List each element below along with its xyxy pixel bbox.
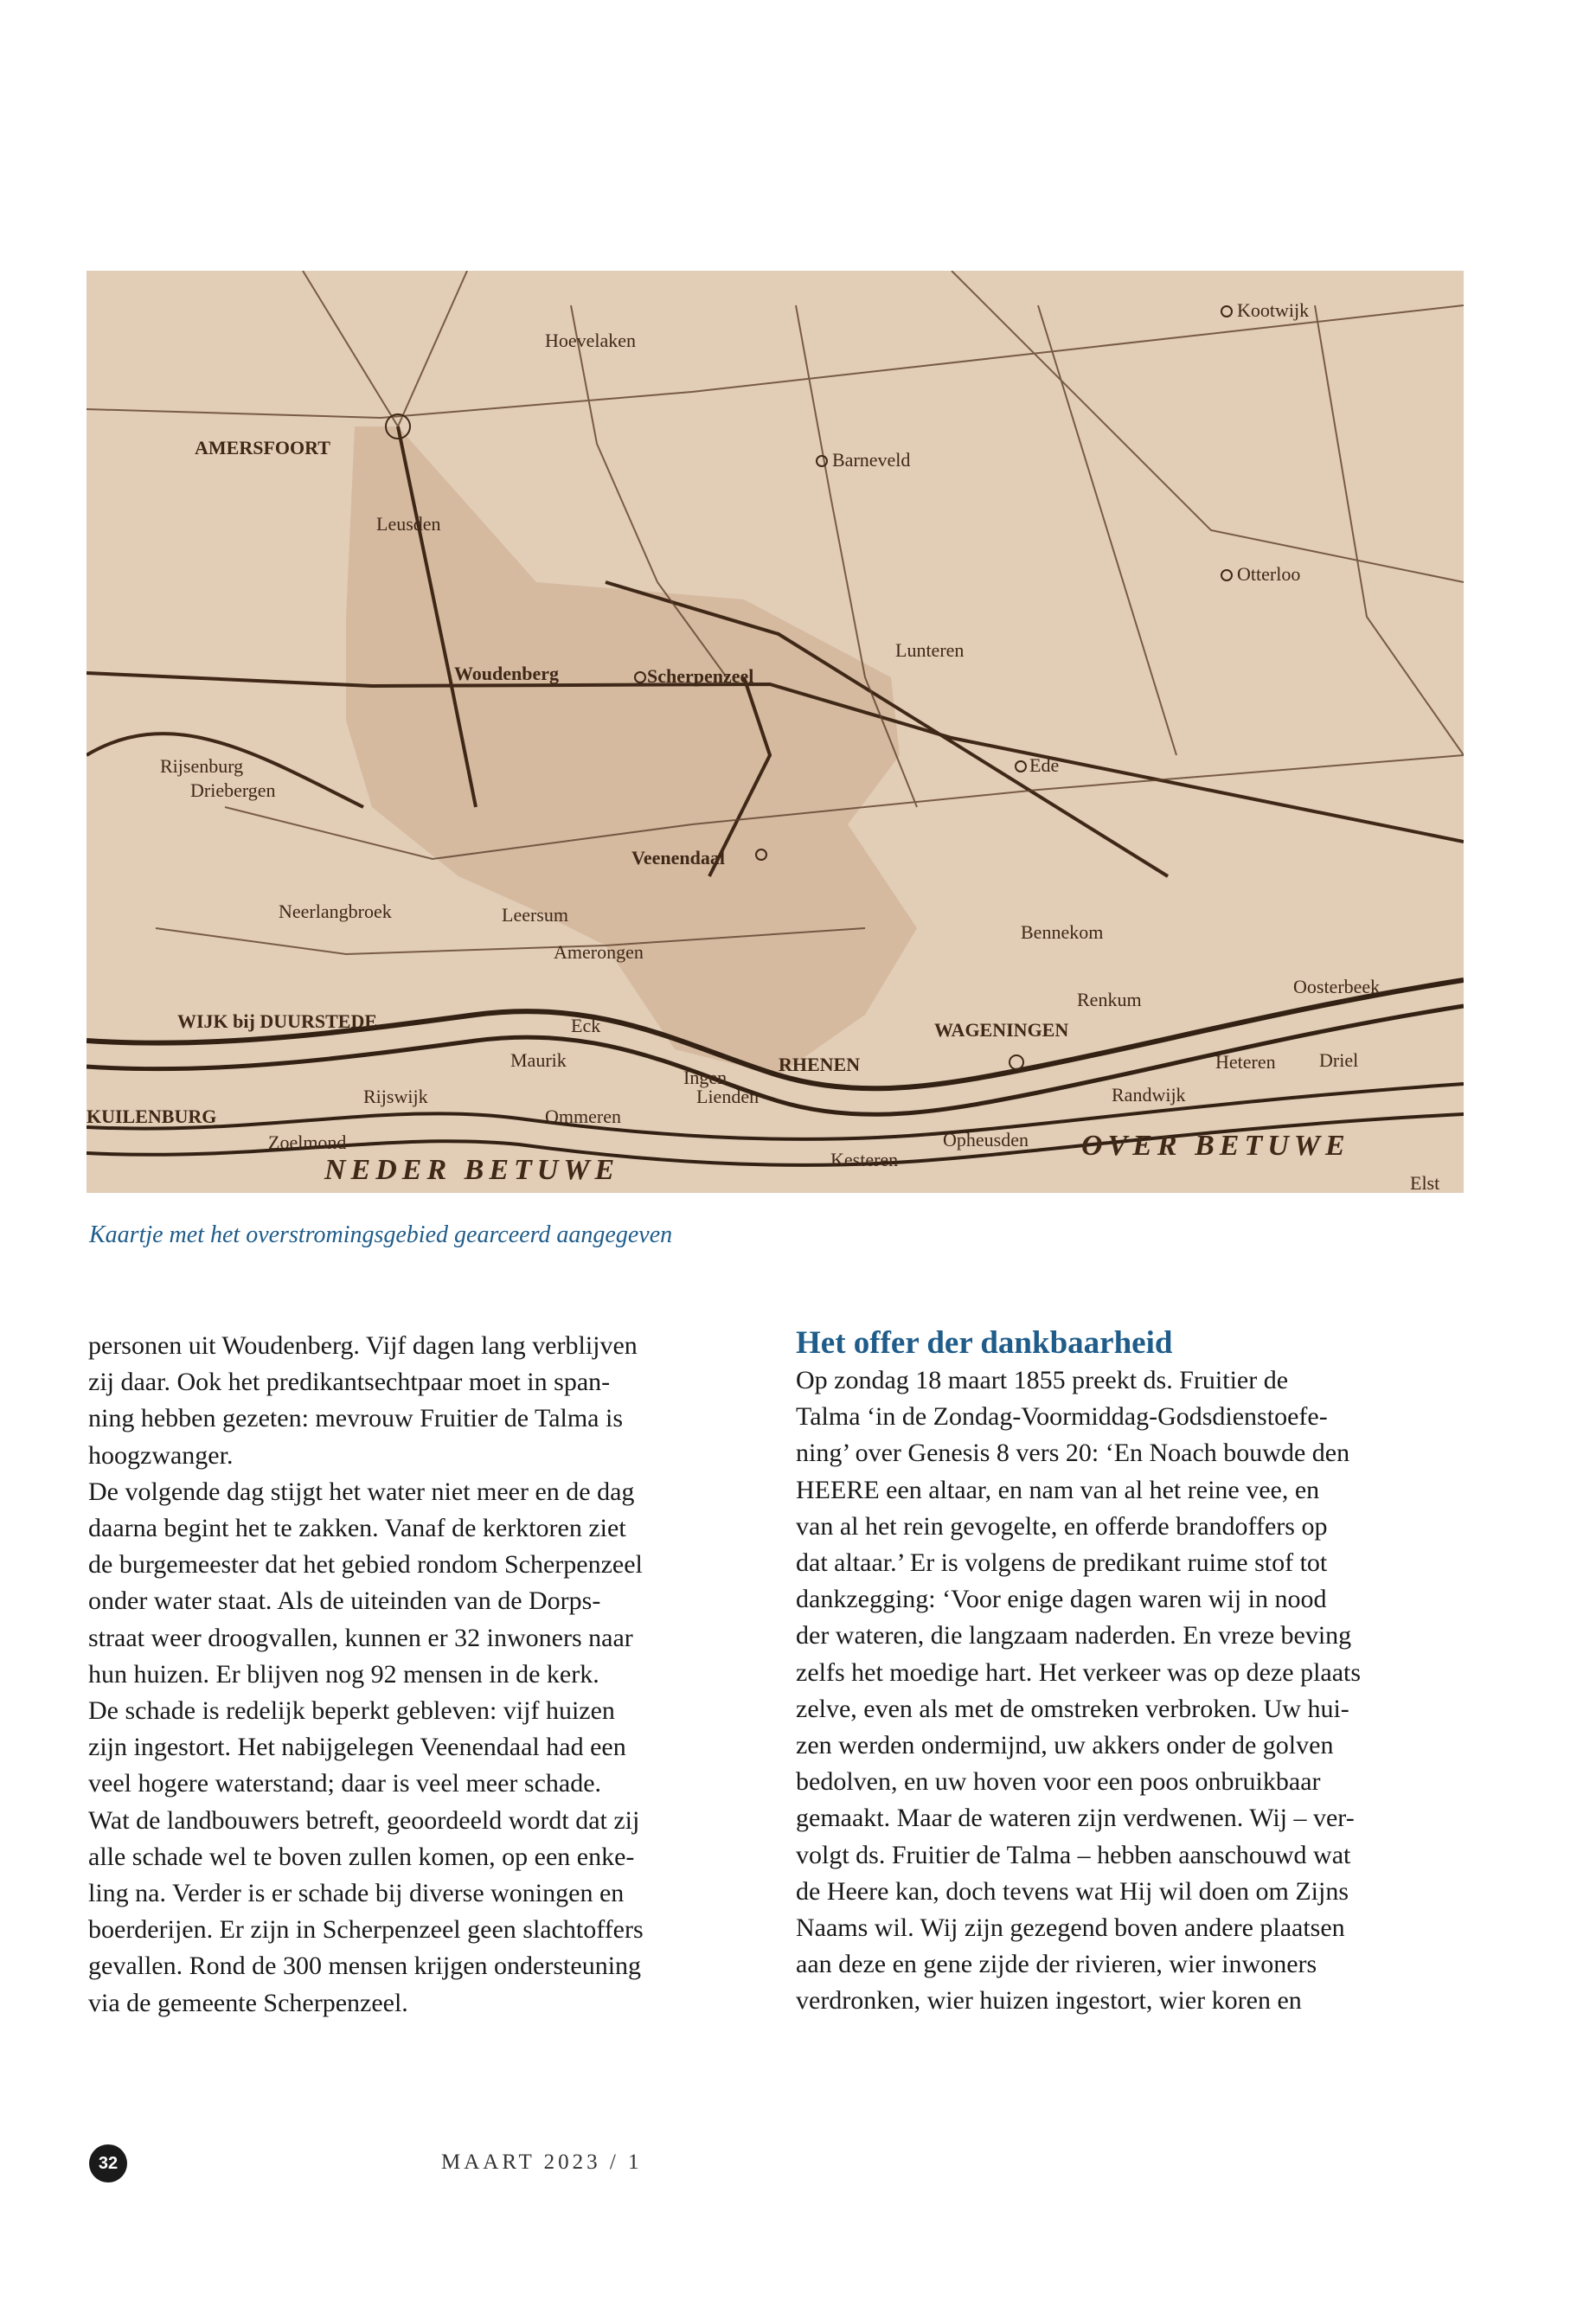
- map-label-scherpenzeel: Scherpenzeel: [647, 665, 754, 687]
- map-label-driel: Driel: [1319, 1049, 1359, 1071]
- map-label-driebergen: Driebergen: [190, 779, 276, 801]
- body-line: zijn ingestort. Het nabijgelegen Veenendaal had een: [88, 1733, 626, 1762]
- map-label-neder-betuwe: NEDER BETUWE: [324, 1154, 620, 1186]
- map-label-leusden: Leusden: [376, 513, 441, 535]
- map-label-rhenen: RHENEN: [779, 1054, 861, 1075]
- body-line: Wat de landbouwers betreft, geoordeeld wordt dat zij: [88, 1805, 640, 1835]
- body-line: Talma ‘in de Zondag-Voormiddag-Godsdienstoefe-: [796, 1402, 1328, 1432]
- map-label-ommeren: Ommeren: [545, 1106, 621, 1127]
- map-label-rijsenburg: Rijsenburg: [160, 755, 244, 777]
- body-line: de burgemeester dat het gebied rondom Scherpenzeel: [88, 1550, 643, 1580]
- body-line: ning’ over Genesis 8 vers 20: ‘En Noach bouwde den: [796, 1439, 1350, 1468]
- body-line: dankzegging: ‘Voor enige dagen waren wij in nood: [796, 1585, 1327, 1614]
- map-label-veenendaal: Veenendaal: [631, 847, 725, 868]
- body-line: van al het rein gevogelte, en offerde brandoffers op: [796, 1511, 1328, 1541]
- body-line: ling na. Verder is er schade bij diverse woningen en: [88, 1879, 625, 1908]
- map-label-neerlangbroek: Neerlangbroek: [279, 901, 392, 922]
- body-line: de Heere kan, doch tevens wat Hij wil doen om Zijns: [796, 1876, 1349, 1906]
- body-line: zij daar. Ook het predikantsechtpaar moet in span-: [88, 1368, 611, 1397]
- body-line: boerderijen. Er zijn in Scherpenzeel geen slachtoffers: [88, 1915, 644, 1945]
- body-line: veel hogere waterstand; daar is veel meer schade.: [88, 1769, 602, 1798]
- body-line: personen uit Woudenberg. Vijf dagen lang verblijven: [88, 1331, 638, 1360]
- body-line: zen werden ondermijnd, uw akkers onder de golven: [796, 1731, 1334, 1760]
- body-line: Op zondag 18 maart 1855 preekt ds. Fruitier de: [796, 1366, 1289, 1394]
- map-label-hoevelaken: Hoevelaken: [545, 330, 637, 351]
- map-label-woudenberg: Woudenberg: [454, 663, 560, 684]
- map-label-elst: Elst: [1410, 1172, 1440, 1193]
- body-line: straat weer droogvallen, kunnen er 32 inwoners naar: [88, 1623, 633, 1652]
- body-line: ning hebben gezeten: mevrouw Fruitier de Talma is: [88, 1404, 624, 1433]
- body-line: via de gemeente Scherpenzeel.: [88, 1988, 408, 2017]
- flood-map-image: [87, 271, 1464, 1193]
- map-caption: Kaartje met het overstromingsgebied gearceerd aangegeven: [89, 1221, 673, 1248]
- map-label-renkum: Renkum: [1077, 989, 1142, 1010]
- body-line: zelve, even als met de omstreken verbroken. Uw hui-: [796, 1694, 1349, 1723]
- map-label-heteren: Heteren: [1215, 1051, 1276, 1073]
- map-label-bennekom: Bennekom: [1021, 921, 1104, 943]
- body-line: De schade is redelijk beperkt gebleven: vijf huizen: [88, 1696, 615, 1726]
- map-label-amersfoort: AMERSFOORT: [195, 437, 330, 458]
- map-label-randwijk: Randwijk: [1112, 1084, 1186, 1106]
- map-label-zoelmond: Zoelmond: [268, 1131, 347, 1153]
- map-label-amerongen: Amerongen: [554, 941, 644, 963]
- map-label-lienden: Lienden: [696, 1086, 760, 1107]
- map-label-kootwijk: Kootwijk: [1237, 299, 1310, 321]
- section-heading: Het offer der dankbaarheid: [796, 1325, 1173, 1361]
- page-number: 32: [89, 2144, 127, 2182]
- map-label-ingen: Ingen: [683, 1067, 727, 1088]
- historic-map: [87, 271, 1464, 1193]
- map-label-leersum: Leersum: [502, 904, 568, 926]
- body-line: bedolven, en uw hoven voor een poos onbruikbaar: [796, 1767, 1321, 1797]
- map-label-ede: Ede: [1029, 754, 1060, 776]
- map-label-otterloo: Otterloo: [1237, 563, 1301, 585]
- map-label-over-betuwe: OVER BETUWE: [1081, 1130, 1350, 1162]
- body-line: verdronken, wier huizen ingestort, wier koren en: [796, 1986, 1302, 2016]
- map-label-barneveld: Barneveld: [832, 449, 911, 471]
- body-line: gevallen. Rond de 300 mensen krijgen ondersteuning: [88, 1952, 642, 1981]
- body-line: volgt ds. Fruitier de Talma – hebben aanschouwd wat: [796, 1840, 1351, 1869]
- body-line: alle schade wel te boven zullen komen, op een enke-: [88, 1842, 635, 1871]
- map-label-opheusden: Opheusden: [943, 1129, 1029, 1150]
- map-label-oosterbeek: Oosterbeek: [1293, 976, 1381, 997]
- body-line: gemaakt. Maar de wateren zijn verdwenen. Wij – ver-: [796, 1804, 1355, 1833]
- map-label-wageningen: WAGENINGEN: [934, 1019, 1069, 1041]
- right-column: [796, 1324, 1479, 2020]
- body-line: hun huizen. Er blijven nog 92 mensen in de kerk.: [88, 1659, 599, 1689]
- map-label-rijswijk: Rijswijk: [363, 1086, 428, 1107]
- body-line: De volgende dag stijgt het water niet meer en de dag: [88, 1477, 635, 1506]
- body-line: dat altaar.’ Er is volgens de predikant ruime stof tot: [796, 1548, 1328, 1578]
- body-line: Naams wil. Wij zijn gezegend boven andere plaatsen: [796, 1913, 1345, 1943]
- map-label-lunteren: Lunteren: [895, 639, 965, 661]
- map-label-wijk-bij-duurstede: WIJK bij DUURSTEDE: [177, 1010, 378, 1032]
- body-line: hoogzwanger.: [88, 1440, 234, 1470]
- body-line: onder water staat. Als de uiteinden van de Dorps-: [88, 1586, 601, 1616]
- map-label-kuilenburg: KUILENBURG: [87, 1106, 217, 1127]
- map-label-eck: Eck: [571, 1015, 601, 1036]
- map-label-maurik: Maurik: [510, 1049, 567, 1071]
- body-line: aan deze en gene zijde der rivieren, wier inwoners: [796, 1950, 1317, 1979]
- left-column: [88, 1328, 772, 2022]
- body-line: daarna begint het te zakken. Vanaf de kerktoren ziet: [88, 1514, 626, 1543]
- body-line: der wateren, die langzaam naderden. En vreze beving: [796, 1621, 1352, 1650]
- issue-label: MAART 2023 / 1: [441, 2150, 643, 2174]
- body-line: HEERE een altaar, en nam van al het reine vee, en: [796, 1475, 1320, 1504]
- body-line: zelfs het moedige hart. Het verkeer was op deze plaats: [796, 1657, 1362, 1687]
- map-label-kesteren: Kesteren: [830, 1149, 899, 1170]
